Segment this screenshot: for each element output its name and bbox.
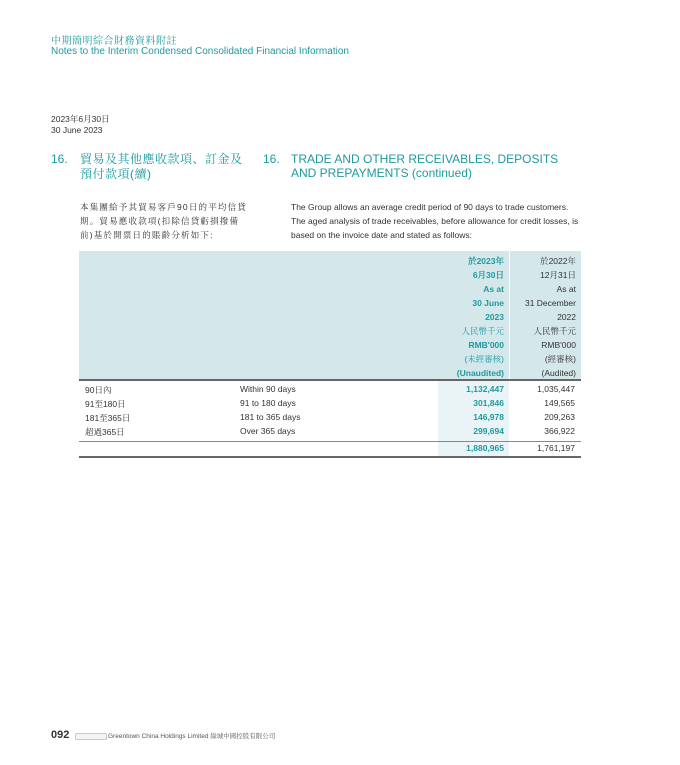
section-number-en: 16. [263,152,280,166]
total-value-2022: 1,761,197 [537,443,575,453]
total-value-2023: 1,880,965 [466,443,504,453]
section-title-zh: 貿易及其他應收款項、訂金及預付款項(續) [80,152,243,181]
table-bottom-rule [79,456,581,458]
table-row [79,384,581,398]
row-value-2022: 149,565 [544,398,575,408]
column-header-line: 於2023年 [468,256,504,266]
column-header-line: (Unaudited) [456,368,504,378]
column-header-line: (經審核) [544,354,576,364]
section-title-en: TRADE AND OTHER RECEIVABLES, DEPOSITS AND PREPAYMENTS (continued) [291,152,559,180]
column-header-line: 人民幣千元 [533,326,576,336]
column-header-line: 12月31日 [540,270,576,280]
column-header-2023 [438,254,504,380]
row-label-en: Within 90 days [240,384,296,394]
row-value-2023: 1,132,447 [466,384,504,394]
column-header-line: RMB'000 [541,340,576,350]
column-header-line: As at [556,284,576,294]
section-body-zh: 本集團給予其貿易客戶90日的平均信貸期。貿易應收款項(扣除信貸虧損撥備前)基於開票日的賬齡分析如下: [80,202,248,240]
section-body-en: The Group allows an average credit period of 90 days to trade customers. The aged analysis of trade receivables, before allowance for credit losses, is based on the invoice date and stated as follows: [291,202,579,240]
row-value-2023: 301,846 [473,398,504,408]
column-header-line: 2023 [485,312,504,322]
row-value-2022: 1,035,447 [537,384,575,394]
table-top-rule [79,379,581,381]
row-label-zh: 90日內 [85,385,112,395]
table-row [79,426,581,440]
row-label-en: 181 to 365 days [240,412,301,422]
column-header-line: 2022 [557,312,576,322]
page-number: 092 [51,729,70,741]
row-label-en: Over 365 days [240,426,296,436]
column-header-2022 [510,254,576,380]
table-subtotal-rule [79,441,581,442]
running-header-zh: 中期簡明綜合財務資料附註 [51,36,177,47]
row-label-zh: 超過365日 [85,427,125,437]
row-value-2023: 146,978 [473,412,504,422]
column-header-line: 人民幣千元 [461,326,504,336]
footer-company: Greentown China Holdings Limited 綠城中國控股有限公司 [108,733,276,740]
footer-decoration [75,733,107,740]
column-header-line: (未經審核) [464,354,504,364]
row-label-en: 91 to 180 days [240,398,296,408]
row-value-2023: 299,694 [473,426,504,436]
table-header-shade [79,251,581,379]
period-date-zh: 2023年6月30日 [51,114,110,124]
row-value-2022: 366,922 [544,426,575,436]
period-date-en: 30 June 2023 [51,125,103,135]
column-header-line: As at [483,284,504,294]
row-value-2022: 209,263 [544,412,575,422]
column-header-line: 31 December [524,298,576,308]
row-label-zh: 181至365日 [85,413,131,423]
column-header-line: 30 June [472,298,504,308]
section-number-zh: 16. [51,152,68,166]
row-label-zh: 91至180日 [85,399,126,409]
table-row [79,412,581,426]
column-header-line: RMB'000 [468,340,504,350]
table-total-row [79,443,581,457]
column-header-line: (Audited) [541,368,576,378]
column-header-line: 於2022年 [540,256,576,266]
running-header-en: Notes to the Interim Condensed Consolidated Financial Information [51,46,349,57]
column-header-line: 6月30日 [472,270,504,280]
table-row [79,398,581,412]
